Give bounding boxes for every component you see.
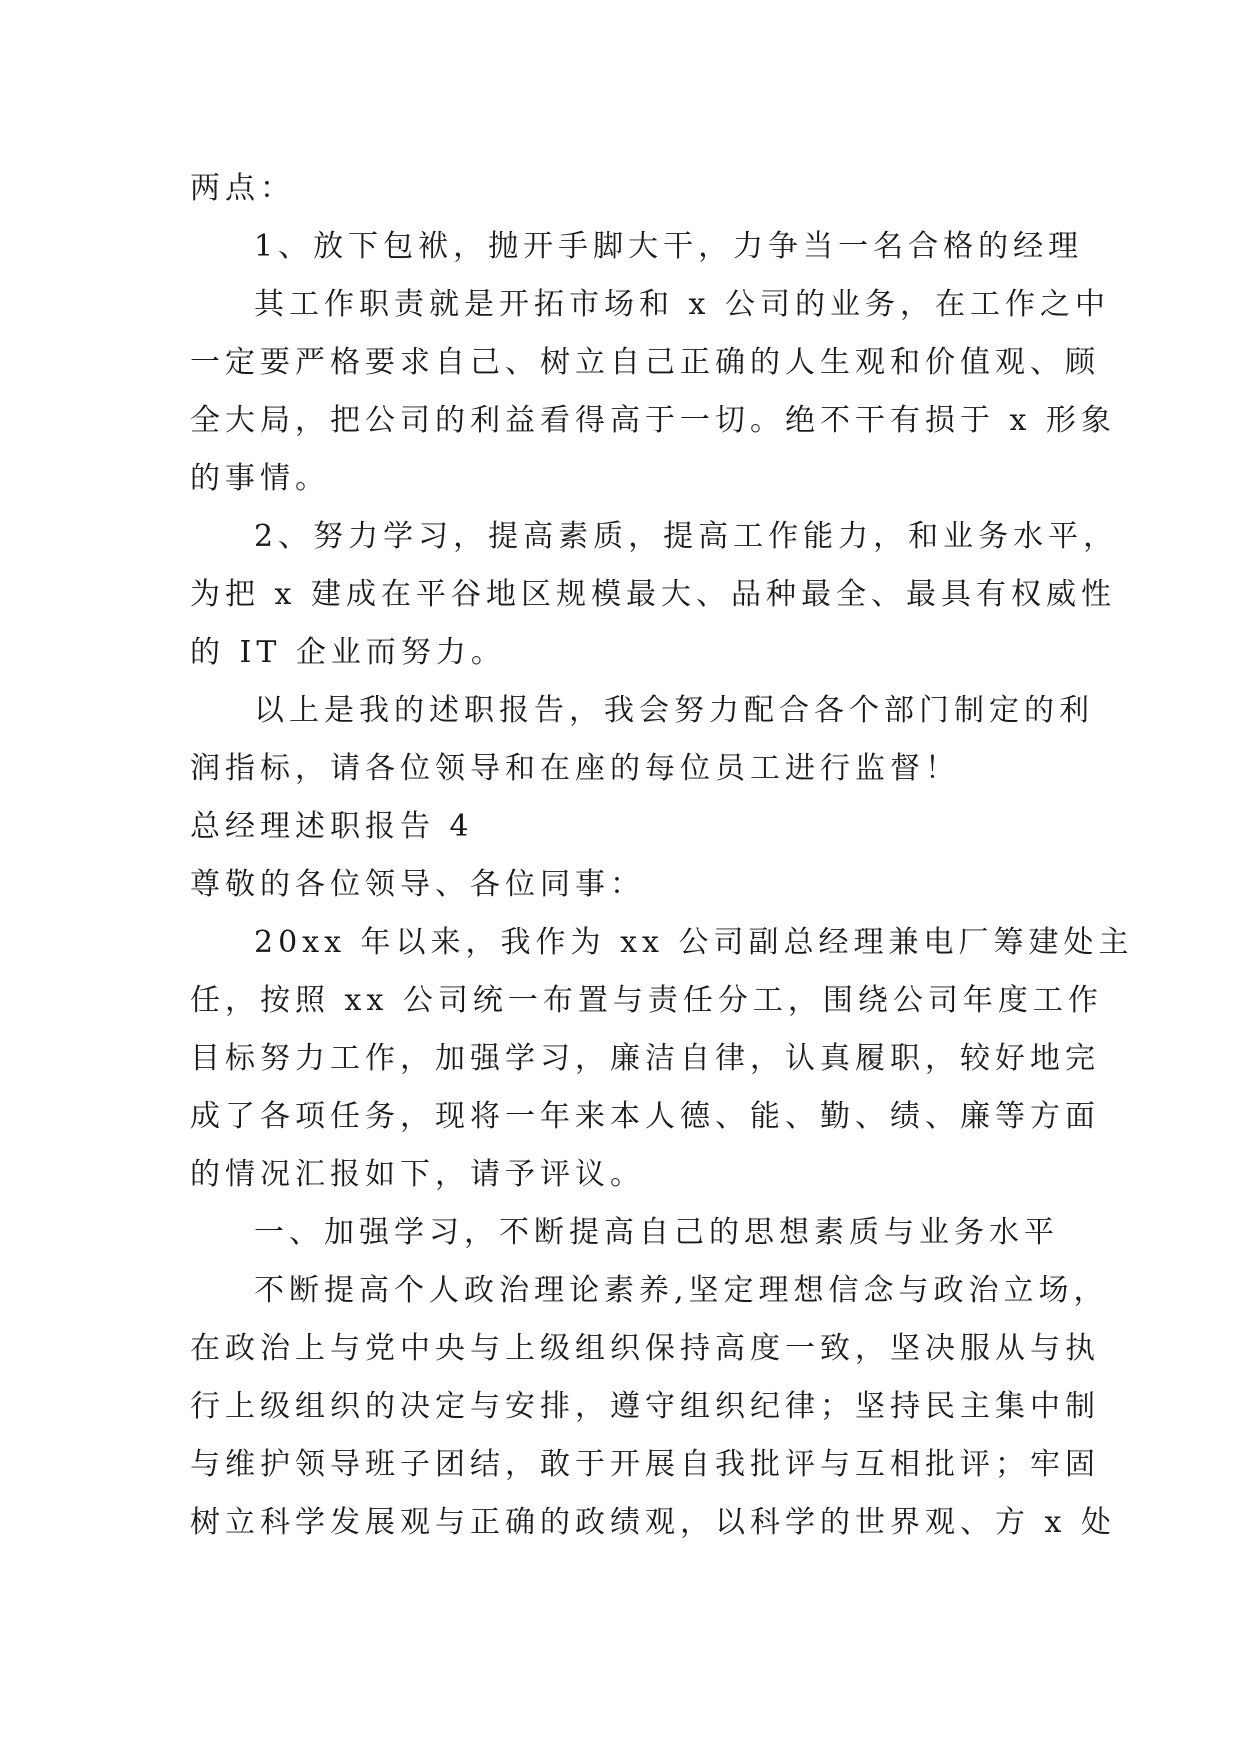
paragraph-line: 的事情。 [190, 461, 330, 496]
paragraph-line: 一定要严格要求自己、树立自己正确的人生观和价值观、顾 [190, 345, 1100, 380]
salutation: 尊敬的各位领导、各位同事： [190, 867, 645, 902]
paragraph-line: 润指标，请各位领导和在座的每位员工进行监督！ [190, 751, 960, 786]
document-body [190, 160, 1134, 1552]
paragraph-line: 为把 x 建成在平谷地区规模最大、品种最全、最具有权威性 [190, 577, 1116, 612]
paragraph-line: 的情况汇报如下，请予评议。 [190, 1157, 645, 1192]
numbered-heading: 一、加强学习，不断提高自己的思想素质与业务水平 [254, 1215, 1059, 1250]
paragraph-line: 任，按照 xx 公司统一布置与责任分工，围绕公司年度工作 [190, 983, 1103, 1018]
numbered-heading: 2、努力学习，提高素质，提高工作能力，和业务水平， [254, 519, 1119, 554]
paragraph-line: 目标努力工作，加强学习，廉洁自律，认真履职，较好地完 [190, 1041, 1100, 1076]
paragraph-line: 行上级组织的决定与安排，遵守组织纪律；坚持民主集中制 [190, 1389, 1100, 1424]
paragraph-line: 树立科学发展观与正确的政绩观，以科学的世界观、方 x 处 [190, 1505, 1116, 1540]
paragraph-line: 的 IT 企业而努力。 [190, 635, 506, 670]
paragraph-line: 其工作职责就是开拓市场和 x 公司的业务，在工作之中 [254, 287, 1110, 322]
paragraph-line: 以上是我的述职报告，我会努力配合各个部门制定的利 [254, 693, 1094, 728]
section-title: 总经理述职报告 4 [190, 809, 474, 844]
paragraph-line: 全大局，把公司的利益看得高于一切。绝不干有损于 x 形象 [190, 403, 1116, 438]
paragraph-line: 20xx 年以来，我作为 xx 公司副总经理兼电厂筹建处主 [254, 925, 1134, 960]
paragraph-line: 与维护领导班子团结，敢于开展自我批评与互相批评；牢固 [190, 1447, 1100, 1482]
paragraph-line: 成了各项任务，现将一年来本人德、能、勤、绩、廉等方面 [190, 1099, 1100, 1134]
text-line: 两点： [190, 171, 295, 206]
paragraph-line: 不断提高个人政治理论素养,坚定理想信念与政治立场， [254, 1273, 1109, 1308]
paragraph-line: 在政治上与党中央与上级组织保持高度一致，坚决服从与执 [190, 1331, 1100, 1366]
numbered-heading: 1、放下包袱，抛开手脚大干，力争当一名合格的经理 [254, 229, 1084, 264]
